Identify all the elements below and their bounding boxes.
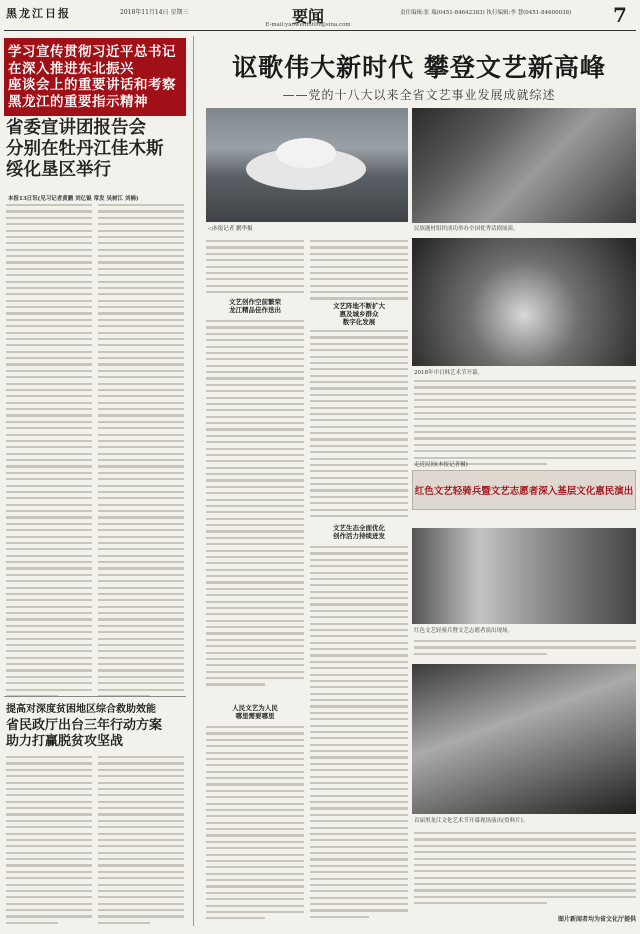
red-banner [4, 38, 186, 116]
section-title: 要闻 [291, 7, 324, 26]
section-subhead [310, 524, 408, 540]
performance-banner [412, 470, 636, 510]
photo-caption: 走近民间(本报记者摄) [414, 462, 468, 468]
stage-performance-photo [412, 108, 636, 223]
red-banner-line: 在深入推进东北振兴 [8, 60, 134, 77]
second-kicker: 提高对深度贫困地区综合救助效能 [6, 704, 156, 715]
footer-note: 图片新闻者均为省文化厅提供 [557, 916, 636, 923]
subhead-line: 哪里需要哪里 [235, 712, 275, 720]
header-rule [4, 30, 636, 31]
subhead-line: 创作活力持续迸发 [333, 532, 385, 540]
subhead-line: 龙江精品佳作迭出 [229, 306, 281, 314]
article-divider [4, 696, 186, 697]
article-body-text [414, 640, 636, 659]
photo-caption: ◁本报记者 鹏华摄 [208, 226, 253, 232]
section-subhead [206, 298, 304, 314]
main-subheadline: ——党的十八大以来全省文艺事业发展成就综述 [282, 88, 556, 102]
article-body-text [206, 320, 304, 690]
article-body-text [414, 380, 636, 469]
article-body-text [6, 204, 92, 701]
subhead-line: 惠及城乡群众 [339, 310, 379, 318]
section-subhead [310, 302, 408, 326]
issue-date: 2018年11月14日 星期三 [120, 9, 189, 16]
article-body-text [6, 756, 92, 928]
red-banner-line: 黑龙江的重要指示精神 [8, 93, 148, 110]
festival-stage-photo [412, 664, 636, 814]
left-headline [6, 118, 184, 181]
photo-caption: 首届黑龙江文化艺术节开幕现场演出(资料片)。 [414, 818, 529, 824]
second-headline [6, 718, 184, 750]
subhead-line: 文艺创作空前繁荣 [229, 298, 281, 306]
article-body-text [414, 832, 636, 909]
paper-masthead: 黑龙江日报 [6, 7, 71, 20]
left-headline-line: 省委宣讲团报告会 [6, 118, 146, 138]
subhead-line: 文艺生态全面优化 [333, 524, 385, 532]
festival-opening-photo [412, 238, 636, 366]
harbin-grand-theatre-photo [206, 108, 408, 222]
second-headline-line: 省民政厅出台三年行动方案 [6, 718, 163, 733]
article-body-text [310, 546, 408, 922]
article-body-text [98, 204, 184, 701]
volunteer-performance-photo [412, 528, 636, 624]
section-subhead [206, 704, 304, 720]
photo-caption: 2018年中日韩艺术节开幕。 [414, 370, 483, 376]
left-headline-line: 绥化垦区举行 [6, 160, 111, 180]
main-headline: 讴歌伟大新时代 攀登文艺新高峰 [232, 53, 606, 82]
page-number: 7 [613, 3, 627, 27]
subhead-line: 人民文艺为人民 [232, 704, 278, 712]
staff-line: 责任编辑:张 瑞(0451-84642383) 执行编辑:李 慧(0451-84600038) [400, 10, 572, 16]
article-body-text [206, 240, 304, 297]
red-banner-line: 学习宣传贯彻习近平总书记 [8, 44, 176, 60]
article-body-text [98, 756, 184, 928]
red-banner-line: 座谈会上的重要讲话和考察 [8, 77, 176, 93]
subhead-line: 文艺阵地不断扩大 [333, 302, 385, 310]
left-byline: 本报13日讯(见习记者黄鹏 刘亿锟 常发 吴树江 刘楠) [8, 196, 139, 202]
banner-text: 红色文艺轻骑兵暨文艺志愿者深入基层文化惠民演出 [414, 486, 634, 497]
article-body-text [310, 240, 408, 304]
article-body-text [206, 726, 304, 924]
left-headline-line: 分别在牡丹江佳木斯 [6, 139, 164, 159]
column-divider [193, 36, 194, 926]
subhead-line: 数字化发展 [342, 318, 376, 326]
photo-caption: 民族题材组织成功举办全国优秀话剧展演。 [414, 226, 519, 232]
section-email: E-mail:yaowen6900@sina.com [265, 22, 351, 28]
photo-caption: 红色文艺轻骑兵暨文艺志愿者演出现场。 [414, 628, 514, 634]
article-body-text [310, 330, 408, 521]
second-headline-line: 助力打赢脱贫攻坚战 [6, 734, 124, 749]
